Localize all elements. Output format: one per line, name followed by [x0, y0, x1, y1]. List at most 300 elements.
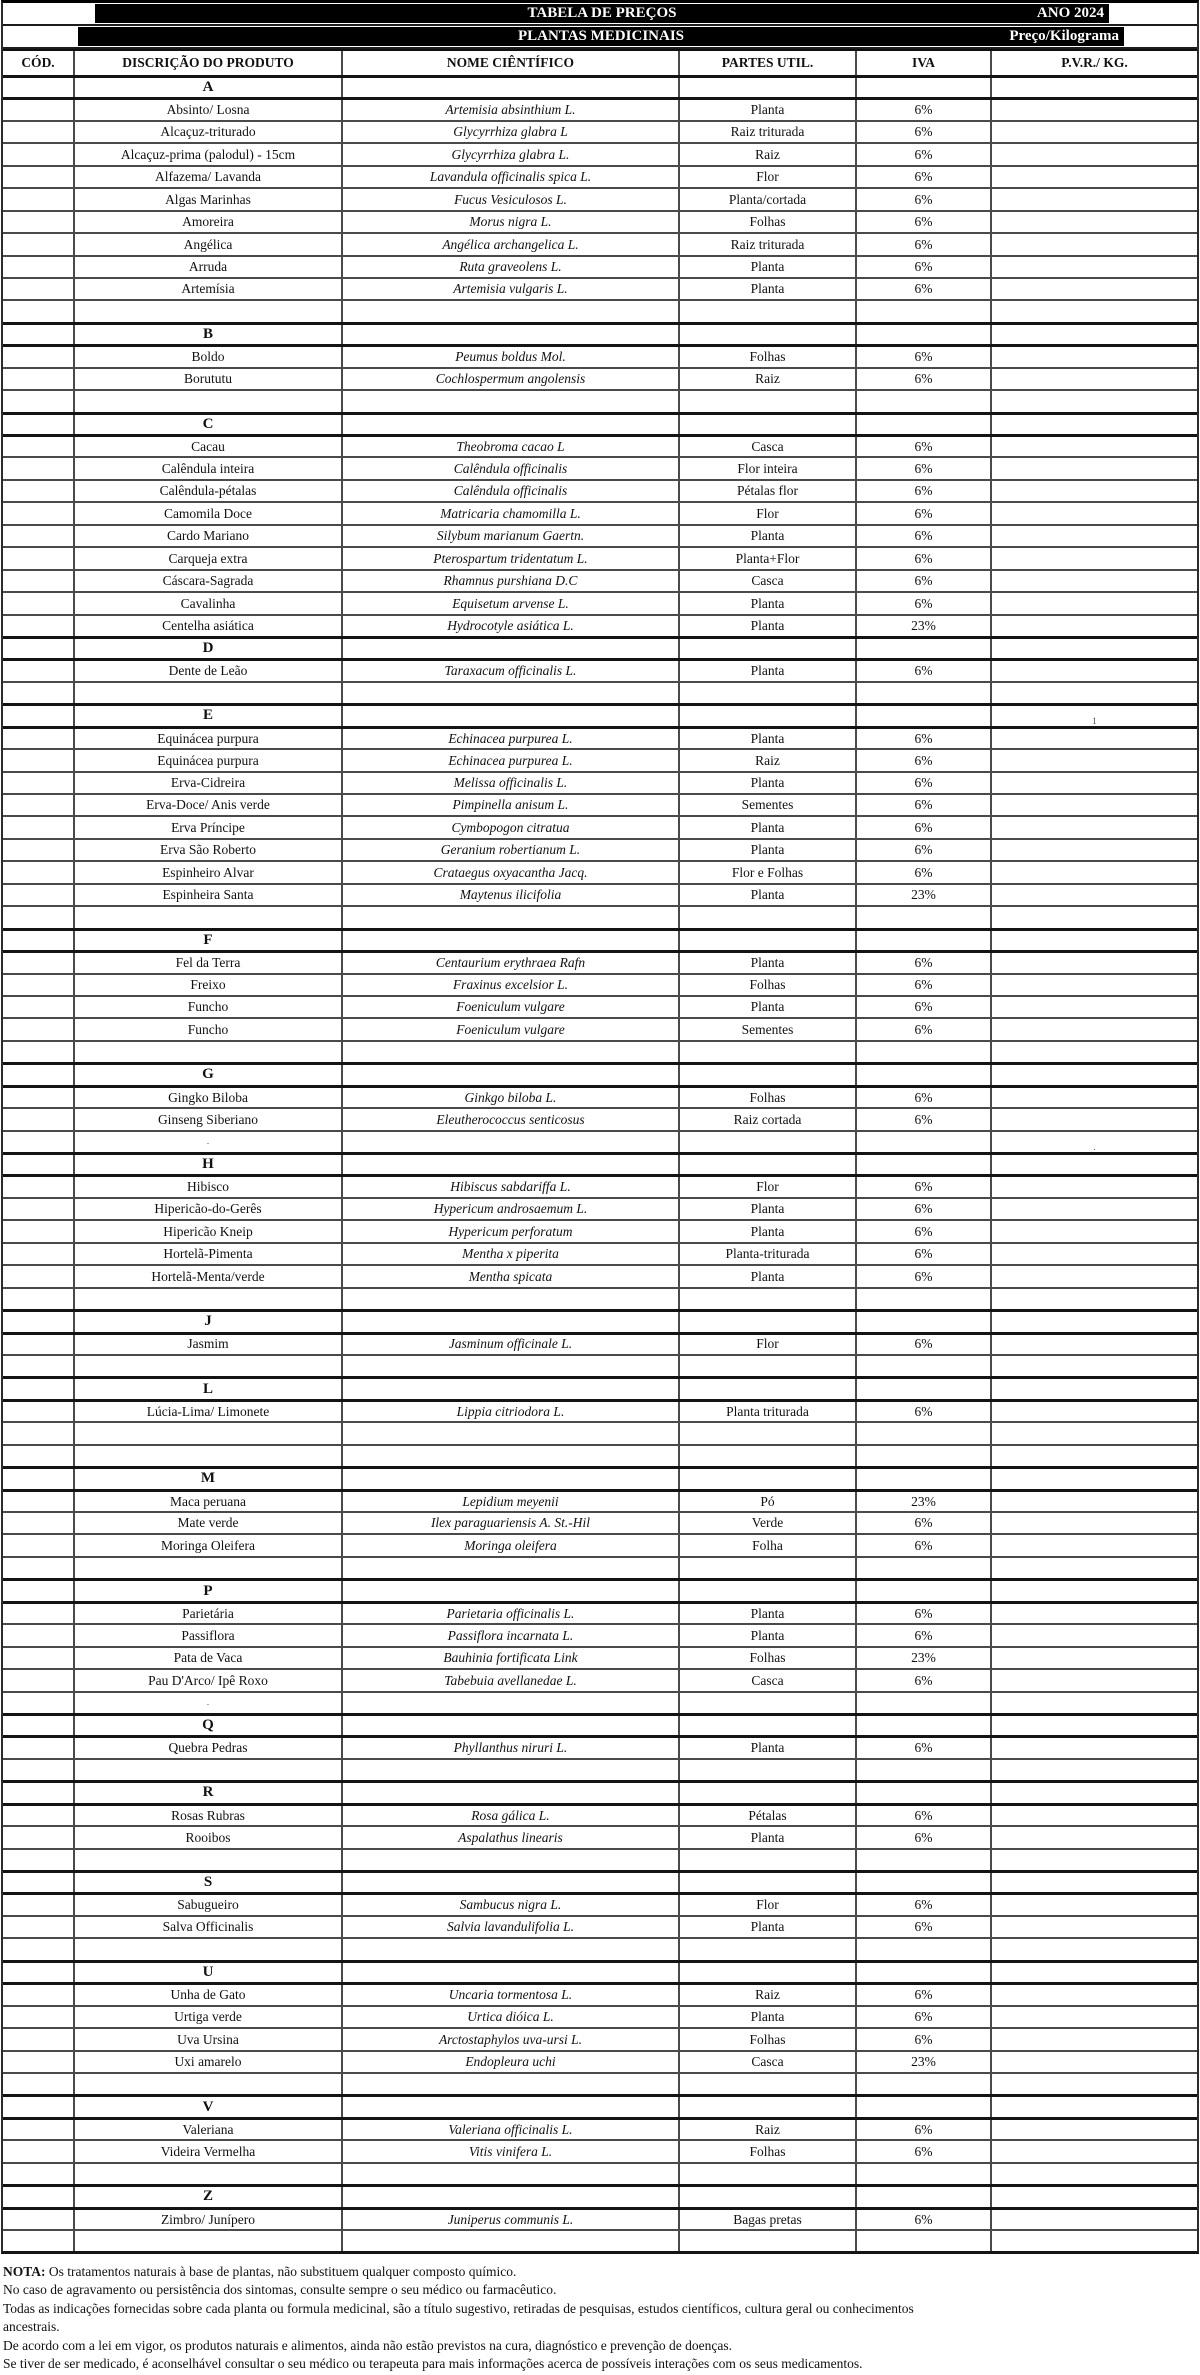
cientifico-text: Foeniculum vulgare: [456, 999, 565, 1015]
section-row-a: [3, 75, 1197, 97]
cientifico-cell: [343, 1760, 680, 1780]
produto-cell: [75, 1535, 343, 1555]
cientifico-cell: [343, 325, 680, 344]
product-row: [3, 524, 1197, 546]
pvr-cell: [992, 1939, 1197, 1959]
title-bar-left-spacer: [3, 3, 95, 24]
pvr-cell: [992, 2120, 1197, 2139]
cod-cell: [3, 325, 75, 344]
iva-cell: [857, 212, 992, 232]
section-row-f: [3, 928, 1197, 950]
iva-cell: [857, 122, 992, 142]
partes-text: Planta-triturada: [725, 1246, 810, 1262]
partes-cell: [680, 2164, 857, 2184]
pvr-cell: [992, 975, 1197, 995]
partes-text: Bagas pretas: [733, 2211, 802, 2227]
partes-cell: [680, 301, 857, 321]
produto-text: C: [202, 415, 214, 432]
iva-text: 6%: [914, 438, 933, 454]
cod-cell: [3, 2231, 75, 2251]
product-row: [3, 1332, 1197, 1354]
produto-text: Ginseng Siberiano: [157, 1111, 259, 1127]
produto-text: R: [202, 1784, 214, 1801]
cientifico-cell: [343, 2187, 680, 2206]
cientifico-cell: [343, 683, 680, 703]
partes-cell: [680, 616, 857, 636]
pvr-cell: [992, 167, 1197, 187]
iva-cell: [857, 1019, 992, 1039]
pvr-cell: [992, 1806, 1197, 1825]
partes-text: Folhas: [749, 1650, 786, 1666]
product-row: [3, 838, 1197, 860]
partes-text: Planta: [750, 955, 785, 971]
partes-text: Planta: [750, 819, 785, 835]
partes-cell: [680, 1244, 857, 1264]
partes-cell: [680, 1492, 857, 1511]
cientifico-cell: [343, 750, 680, 770]
produto-text: Carqueja extra: [168, 550, 248, 566]
produto-cell: [75, 2210, 343, 2229]
cientifico-cell: [343, 1423, 680, 1443]
produto-text: Hortelã-Pimenta: [163, 1246, 253, 1262]
produto-cell: [75, 1827, 343, 1847]
cod-cell: [3, 1019, 75, 1039]
produto-cell: [75, 2097, 343, 2116]
partes-cell: [680, 729, 857, 748]
iva-cell: [857, 2120, 992, 2139]
produto-cell: [75, 729, 343, 748]
empty-row: [3, 2229, 1197, 2251]
section-row-d: [3, 636, 1197, 658]
cod-cell: [3, 661, 75, 680]
product-row: [3, 748, 1197, 770]
cientifico-text: Salvia lavandulifolia L.: [446, 1919, 575, 1935]
pvr-cell: [992, 122, 1197, 142]
pvr-cell: [992, 1873, 1197, 1892]
section-row-p: [3, 1578, 1197, 1600]
produto-cell: [75, 1693, 343, 1713]
partes-cell: [680, 1558, 857, 1578]
cientifico-text: Mentha spicata: [468, 1268, 553, 1284]
cientifico-cell: [343, 2210, 680, 2229]
cientifico-cell: [343, 2052, 680, 2072]
iva-cell: [857, 975, 992, 995]
pvr-cell: [992, 1335, 1197, 1354]
partes-text: Planta: [750, 528, 785, 544]
partes-cell: [680, 347, 857, 366]
partes-cell: [680, 100, 857, 119]
produto-text: Rooibos: [185, 1829, 231, 1845]
pvr-cell: [992, 1199, 1197, 1219]
produto-cell: [75, 1088, 343, 1107]
empty-row: [3, 1287, 1197, 1309]
produto-cell: [75, 2007, 343, 2027]
partes-text: Folhas: [749, 214, 786, 230]
produto-text: Zimbro/ Junípero: [160, 2211, 256, 2227]
cientifico-cell: [343, 1469, 680, 1488]
pvr-cell: [992, 661, 1197, 680]
subtitle-bar: [78, 27, 1124, 46]
iva-text: 6%: [914, 1605, 933, 1621]
section-row-g: [3, 1062, 1197, 1084]
pvr-cell: [992, 1042, 1197, 1062]
iva-cell: [857, 1155, 992, 1174]
partes-cell: [680, 593, 857, 613]
cientifico-text: Parietaria officinalis L.: [446, 1605, 575, 1621]
section-row-q: [3, 1713, 1197, 1735]
iva-text: 6%: [914, 1223, 933, 1239]
produto-text: Freixo: [190, 976, 226, 992]
produto-text: L: [202, 1380, 213, 1397]
cientifico-cell: [343, 1648, 680, 1668]
produto-cell: [75, 481, 343, 501]
partes-cell: [680, 1648, 857, 1668]
iva-text: 6%: [914, 1201, 933, 1217]
column-header-cientifico: NOME CIÊNTÍFICO: [343, 51, 680, 75]
partes-text: Pó: [760, 1493, 775, 1509]
cod-cell: [3, 2187, 75, 2206]
cod-cell: [3, 1402, 75, 1421]
iva-text: 6%: [914, 1089, 933, 1105]
pvr-cell: [992, 2007, 1197, 2027]
produto-cell: [75, 1513, 343, 1533]
product-row: [3, 232, 1197, 254]
cod-cell: [3, 997, 75, 1017]
pvr-cell: [992, 1356, 1197, 1376]
cod-cell: [3, 1513, 75, 1533]
partes-cell: [680, 2187, 857, 2206]
note-line: De acordo com a lei em vigor, os produtos naturais e alimentos, ainda não estão previstos na cura, diagnóstico e prevenção de doenças.: [3, 2337, 732, 2353]
cientifico-cell: [343, 1199, 680, 1219]
cod-cell: [3, 234, 75, 254]
produto-text: Calêndula inteira: [161, 460, 255, 476]
partes-cell: [680, 78, 857, 97]
iva-text: 6%: [914, 2031, 933, 2047]
iva-text: 6%: [914, 1627, 933, 1643]
cientifico-cell: [343, 481, 680, 501]
cientifico-cell: [343, 257, 680, 277]
pvr-cell: [992, 1581, 1197, 1600]
produto-text: Videira Vermelha: [160, 2143, 256, 2159]
cod-cell: [3, 1088, 75, 1107]
cientifico-cell: [343, 1132, 680, 1152]
cientifico-cell: [343, 526, 680, 546]
iva-cell: [857, 2187, 992, 2206]
iva-cell: [857, 301, 992, 321]
iva-cell: [857, 144, 992, 164]
partes-text: Raiz: [755, 1987, 780, 2003]
pvr-cell: [992, 1850, 1197, 1870]
cientifico-cell: [343, 2141, 680, 2161]
cod-cell: [3, 503, 75, 523]
doc-year: ANO 2024: [1036, 5, 1104, 21]
cientifico-cell: [343, 1827, 680, 1847]
produto-text: Alcaçuz-triturado: [160, 124, 256, 140]
cod-cell: [3, 100, 75, 119]
partes-cell: [680, 257, 857, 277]
partes-cell: [680, 2029, 857, 2049]
partes-cell: [680, 1760, 857, 1780]
iva-cell: [857, 1266, 992, 1286]
cientifico-cell: [343, 1581, 680, 1600]
partes-text: Planta: [750, 281, 785, 297]
iva-text: 23%: [911, 2053, 936, 2069]
partes-cell: [680, 415, 857, 434]
produto-cell: [75, 1335, 343, 1354]
iva-text: 6%: [914, 1179, 933, 1195]
partes-cell: [680, 391, 857, 411]
produto-cell: [75, 234, 343, 254]
produto-text: Erva Príncipe: [171, 819, 245, 835]
iva-cell: [857, 1535, 992, 1555]
cientifico-text: Centaurium erythraea Rafn: [435, 955, 586, 971]
cod-cell: [3, 1109, 75, 1129]
partes-text: Folhas: [749, 976, 786, 992]
produto-cell: [75, 1221, 343, 1241]
partes-cell: [680, 122, 857, 142]
iva-text: 23%: [911, 887, 936, 903]
produto-cell: [75, 616, 343, 636]
produto-text: Hipericão-do-Gerês: [154, 1201, 262, 1217]
cientifico-cell: [343, 279, 680, 299]
cod-cell: [3, 1581, 75, 1600]
cod-cell: [3, 189, 75, 209]
pvr-cell: [992, 391, 1197, 411]
product-row: [3, 726, 1197, 748]
pvr-cell: [992, 729, 1197, 748]
produto-text: Camomila Doce: [163, 505, 253, 521]
product-row: [3, 1982, 1197, 2004]
partes-cell: [680, 1088, 857, 1107]
iva-text: 6%: [914, 214, 933, 230]
iva-cell: [857, 729, 992, 748]
iva-text: 6%: [914, 191, 933, 207]
cod-cell: [3, 2141, 75, 2161]
iva-cell: [857, 279, 992, 299]
pvr-cell: [992, 706, 1197, 725]
partes-cell: [680, 1783, 857, 1802]
note-text: Os tratamentos naturais à base de plantas, não substituem qualquer composto químico.: [48, 2264, 517, 2279]
iva-cell: [857, 1648, 992, 1668]
pvr-cell: [992, 1985, 1197, 2004]
pvr-cell: [992, 1244, 1197, 1264]
cod-cell: [3, 2164, 75, 2184]
produto-cell: [75, 593, 343, 613]
partes-cell: [680, 975, 857, 995]
produto-cell: [75, 953, 343, 972]
iva-text: 6%: [914, 169, 933, 185]
pvr-cell: [992, 100, 1197, 119]
produto-text: Arruda: [188, 258, 228, 274]
produto-cell: [75, 189, 343, 209]
pvr-cell: [992, 1469, 1197, 1488]
product-row: [3, 1825, 1197, 1847]
partes-text: Planta: [750, 1201, 785, 1217]
iva-cell: [857, 481, 992, 501]
title-bar: [95, 4, 1109, 23]
partes-cell: [680, 571, 857, 591]
pvr-cell: [992, 953, 1197, 972]
section-row-h: [3, 1152, 1197, 1174]
iva-cell: [857, 639, 992, 658]
cod-cell: [3, 1335, 75, 1354]
produto-cell: [75, 1312, 343, 1331]
pvr-cell: [992, 1402, 1197, 1421]
iva-cell: [857, 1604, 992, 1623]
cientifico-cell: [343, 1513, 680, 1533]
pvr-cell: [992, 1513, 1197, 1533]
cod-cell: [3, 167, 75, 187]
iva-text: 6%: [914, 775, 933, 791]
cod-cell: [3, 953, 75, 972]
pvr-cell: [992, 1109, 1197, 1129]
cientifico-text: Melissa officinalis L.: [453, 775, 568, 791]
cientifico-cell: [343, 1065, 680, 1084]
cientifico-text: Cochlospermum angolensis: [435, 371, 586, 387]
pvr-cell: [992, 1716, 1197, 1735]
iva-cell: [857, 1335, 992, 1354]
partes-cell: [680, 706, 857, 725]
section-row-l: [3, 1376, 1197, 1398]
iva-text: 6%: [914, 1246, 933, 1262]
cientifico-text: Ilex paraguariensis A. St.-Hil: [430, 1515, 591, 1531]
cientifico-text: Urtica dióica L.: [467, 2009, 554, 2025]
produto-cell: [75, 1558, 343, 1578]
partes-text: Raiz: [755, 146, 780, 162]
pvr-cell: [992, 347, 1197, 366]
cientifico-cell: [343, 1806, 680, 1825]
product-row: [3, 479, 1197, 501]
produto-cell: [75, 1963, 343, 1982]
iva-cell: [857, 1356, 992, 1376]
produto-text: Amoreira: [182, 214, 234, 230]
pvr-cell: [992, 2097, 1197, 2116]
iva-text: 6%: [914, 2121, 933, 2137]
cientifico-cell: [343, 975, 680, 995]
partes-cell: [680, 1221, 857, 1241]
cientifico-text: Fucus Vesiculosos L.: [454, 191, 567, 207]
iva-cell: [857, 2210, 992, 2229]
pvr-cell: [992, 593, 1197, 613]
scan-artifact: .: [206, 1136, 210, 1147]
iva-text: 6%: [914, 999, 933, 1015]
cientifico-text: Endopleura uchi: [465, 2053, 556, 2069]
product-row: [3, 591, 1197, 613]
cientifico-cell: [343, 167, 680, 187]
produto-cell: [75, 458, 343, 478]
cientifico-text: Tabebuia avellanedae L.: [444, 1672, 577, 1688]
pvr-cell: [992, 1625, 1197, 1645]
partes-text: Casca: [751, 438, 784, 454]
cod-cell: [3, 795, 75, 815]
cientifico-cell: [343, 1356, 680, 1376]
iva-cell: [857, 503, 992, 523]
iva-text: 6%: [914, 124, 933, 140]
partes-cell: [680, 2074, 857, 2094]
cientifico-cell: [343, 458, 680, 478]
cientifico-text: Artemisia vulgaris L.: [453, 281, 568, 297]
iva-cell: [857, 1716, 992, 1735]
produto-text: Urtiga verde: [174, 2009, 242, 2025]
cod-cell: [3, 683, 75, 703]
empty-row: [3, 2072, 1197, 2094]
pvr-cell: [992, 2187, 1197, 2206]
partes-text: Flor: [756, 505, 779, 521]
iva-cell: [857, 795, 992, 815]
produto-cell: [75, 2074, 343, 2094]
produto-cell: [75, 1850, 343, 1870]
cientifico-cell: [343, 1604, 680, 1623]
produto-text: Maca peruana: [169, 1493, 247, 1509]
cientifico-text: Glycyrrhiza glabra L: [453, 124, 568, 140]
produto-cell: [75, 661, 343, 680]
produto-cell: [75, 1446, 343, 1466]
cientifico-text: Matricaria chamomilla L.: [440, 505, 581, 521]
cientifico-text: Vitis vinifera L.: [468, 2143, 553, 2159]
empty-row: [3, 1421, 1197, 1443]
pvr-cell: [992, 279, 1197, 299]
cientifico-cell: [343, 1783, 680, 1802]
iva-cell: [857, 415, 992, 434]
cod-cell: [3, 391, 75, 411]
cientifico-cell: [343, 953, 680, 972]
cod-cell: [3, 212, 75, 232]
cientifico-cell: [343, 212, 680, 232]
cientifico-text: Mentha x piperita: [462, 1246, 559, 1262]
produto-cell: [75, 1289, 343, 1309]
partes-text: Planta: [750, 595, 785, 611]
column-header-row: [3, 49, 1197, 75]
iva-text: 6%: [914, 146, 933, 162]
produto-cell: [75, 862, 343, 882]
note-line: [3, 2263, 1197, 2281]
column-header-partes: PARTES UTIL.: [680, 51, 857, 75]
partes-cell: [680, 661, 857, 680]
pvr-cell: [992, 301, 1197, 321]
iva-cell: [857, 2052, 992, 2072]
cientifico-cell: [343, 1985, 680, 2004]
iva-cell: [857, 2141, 992, 2161]
produto-text: Moringa Oleifera: [160, 1537, 256, 1553]
cientifico-text: Fraxinus excelsior L.: [452, 976, 569, 992]
produto-text: Mate verde: [177, 1515, 239, 1531]
partes-text: Raiz: [755, 752, 780, 768]
cientifico-text: Silybum marianum Gaertn.: [436, 528, 585, 544]
cientifico-cell: [343, 415, 680, 434]
iva-cell: [857, 526, 992, 546]
iva-cell: [857, 2074, 992, 2094]
pvr-cell: [992, 437, 1197, 456]
produto-text: Espinheiro Alvar: [162, 864, 254, 880]
partes-text: Planta: [750, 887, 785, 903]
pvr-cell: [992, 1760, 1197, 1780]
iva-text: 6%: [914, 258, 933, 274]
cientifico-text: Aspalathus linearis: [458, 1829, 563, 1845]
cod-cell: [3, 1738, 75, 1757]
cientifico-cell: [343, 639, 680, 658]
pvr-cell: [992, 1177, 1197, 1196]
produto-text: E: [202, 707, 213, 724]
cod-cell: [3, 593, 75, 613]
iva-cell: [857, 437, 992, 456]
cientifico-text: Lepidium meyenii: [462, 1493, 559, 1509]
cientifico-cell: [343, 840, 680, 860]
produto-text: Centelha asiática: [162, 617, 254, 633]
partes-cell: [680, 1065, 857, 1084]
produto-cell: [75, 503, 343, 523]
produto-text: Algas Marinhas: [165, 191, 251, 207]
pvr-cell: [992, 639, 1197, 658]
